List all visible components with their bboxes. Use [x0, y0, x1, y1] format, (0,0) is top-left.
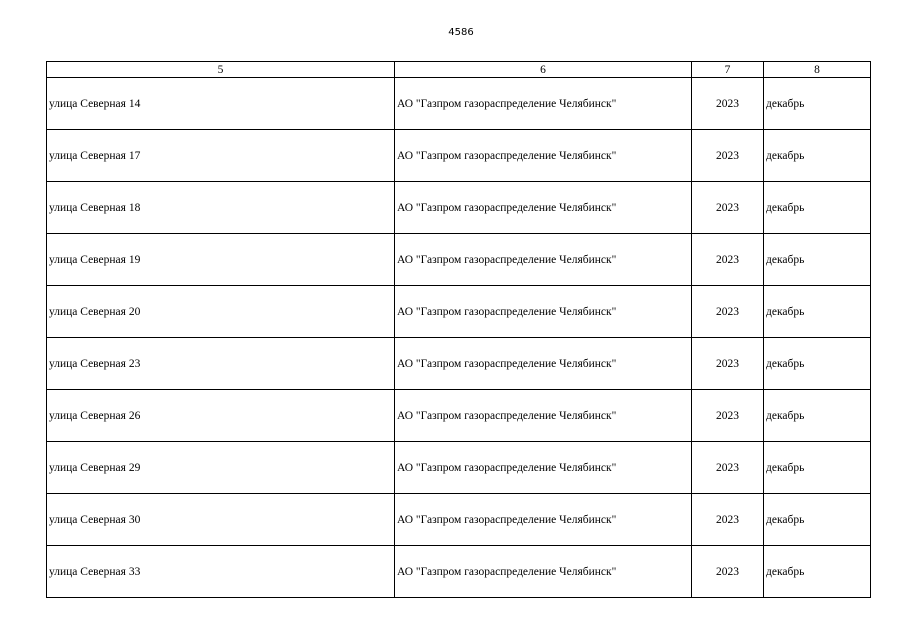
- table-row: [47, 390, 871, 442]
- month-cell: декабрь: [764, 442, 871, 494]
- year-cell: 2023: [692, 442, 764, 494]
- page-number: 4586: [448, 27, 474, 38]
- address-cell: улица Северная 29: [47, 442, 395, 494]
- month-cell: декабрь: [764, 286, 871, 338]
- organization-cell: АО "Газпром газораспределение Челябинск": [395, 546, 692, 598]
- table-row: [47, 130, 871, 182]
- address-cell: улица Северная 18: [47, 182, 395, 234]
- year-cell: 2023: [692, 494, 764, 546]
- month-cell: декабрь: [764, 338, 871, 390]
- table-row: [47, 234, 871, 286]
- address-cell: улица Северная 26: [47, 390, 395, 442]
- month-cell: декабрь: [764, 494, 871, 546]
- address-cell: улица Северная 23: [47, 338, 395, 390]
- column-header-8: 8: [764, 62, 871, 78]
- organization-cell: АО "Газпром газораспределение Челябинск": [395, 390, 692, 442]
- month-cell: декабрь: [764, 182, 871, 234]
- organization-cell: АО "Газпром газораспределение Челябинск": [395, 286, 692, 338]
- month-cell: декабрь: [764, 390, 871, 442]
- table-row: [47, 78, 871, 130]
- year-cell: 2023: [692, 78, 764, 130]
- organization-cell: АО "Газпром газораспределение Челябинск": [395, 494, 692, 546]
- month-cell: декабрь: [764, 78, 871, 130]
- organization-cell: АО "Газпром газораспределение Челябинск": [395, 338, 692, 390]
- month-cell: декабрь: [764, 130, 871, 182]
- month-cell: декабрь: [764, 546, 871, 598]
- column-header-6: 6: [395, 62, 692, 78]
- year-cell: 2023: [692, 546, 764, 598]
- organization-cell: АО "Газпром газораспределение Челябинск": [395, 182, 692, 234]
- month-cell: декабрь: [764, 234, 871, 286]
- table-body: [47, 78, 871, 598]
- organization-cell: АО "Газпром газораспределение Челябинск": [395, 442, 692, 494]
- address-cell: улица Северная 17: [47, 130, 395, 182]
- table-row: [47, 338, 871, 390]
- table-row: [47, 286, 871, 338]
- year-cell: 2023: [692, 130, 764, 182]
- address-cell: улица Северная 14: [47, 78, 395, 130]
- address-cell: улица Северная 20: [47, 286, 395, 338]
- column-header-5: 5: [47, 62, 395, 78]
- organization-cell: АО "Газпром газораспределение Челябинск": [395, 78, 692, 130]
- year-cell: 2023: [692, 182, 764, 234]
- table-row: [47, 546, 871, 598]
- column-header-7: 7: [692, 62, 764, 78]
- organization-cell: АО "Газпром газораспределение Челябинск": [395, 234, 692, 286]
- data-table: [46, 61, 871, 598]
- address-cell: улица Северная 19: [47, 234, 395, 286]
- organization-cell: АО "Газпром газораспределение Челябинск": [395, 130, 692, 182]
- address-cell: улица Северная 33: [47, 546, 395, 598]
- address-cell: улица Северная 30: [47, 494, 395, 546]
- year-cell: 2023: [692, 286, 764, 338]
- year-cell: 2023: [692, 234, 764, 286]
- table-row: [47, 442, 871, 494]
- table-row: [47, 494, 871, 546]
- table-row: [47, 182, 871, 234]
- header-row: [47, 62, 871, 78]
- year-cell: 2023: [692, 390, 764, 442]
- year-cell: 2023: [692, 338, 764, 390]
